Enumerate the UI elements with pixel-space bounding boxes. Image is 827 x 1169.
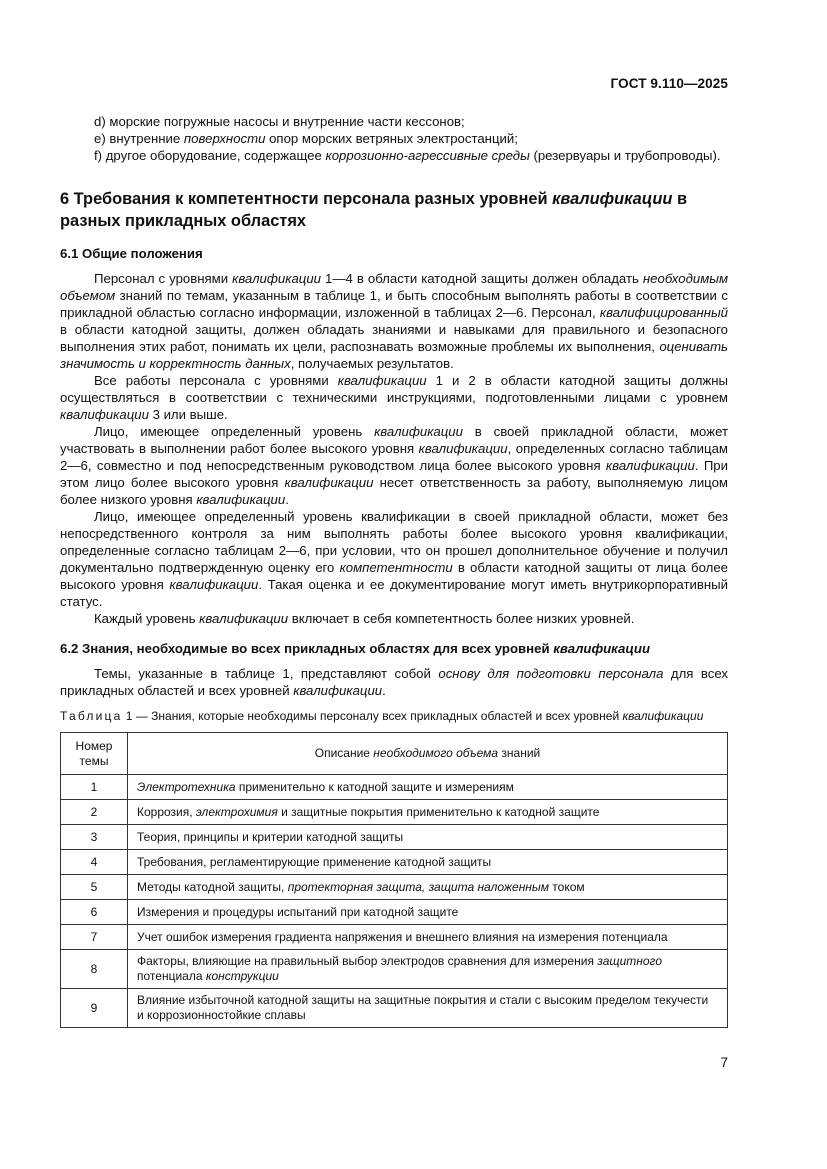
italic-run: электрохимия [195, 804, 278, 819]
topic-number: 9 [61, 989, 128, 1028]
topic-description: Требования, регламентирующие применение катодной защиты [128, 850, 728, 875]
topic-number: 3 [61, 825, 128, 850]
italic-run: оценивать значимость и корректность данных [60, 339, 728, 371]
topic-number: 7 [61, 925, 128, 950]
italic-run: необходимым объемом [60, 271, 728, 303]
italic-run: Электротехника [137, 779, 236, 794]
topic-description: Электротехника применительно к катодной защите и измерениям [128, 775, 728, 800]
table-1-caption [60, 708, 728, 724]
italic-run: основу для подготовки персонала [438, 666, 664, 681]
section-6-1-paragraph: Каждый уровень квалификации включает в себя компетентность более низких уровней. [94, 611, 635, 626]
table-row [61, 900, 728, 925]
table-row [61, 850, 728, 875]
topic-number: 8 [61, 950, 128, 989]
table-caption-text: — Знания, которые необходимы персоналу всех прикладных областей и всех уровней квалификации [132, 709, 704, 723]
italic-run: квалификации [284, 475, 374, 490]
topic-number: 2 [61, 800, 128, 825]
italic-run: квалификации [552, 190, 673, 208]
italic-run: конструкции [205, 969, 279, 983]
section-6-2-paragraph: Темы, указанные в таблице 1, представляют собой основу для подготовки персонала для всех прикладных областей и всех уровней квалификации. [60, 666, 729, 698]
topic-number: 5 [61, 875, 128, 900]
section-6-1-paragraph: Персонал с уровнями квалификации 1—4 в области катодной защиты должен обладать необходимым объемом знаний по темам, указанным в таблице 1, и быть способным выполнять работы в соответствии с прикладной областью согласно информации, изложенной в таблицах 2—6. Персонал, квалифицированный в области катодной защиты, должен обладать знаниями и навыками для правильного и безопасного выполнения этих работ, понимать их цели, распознавать возможные проблемы их выполнения, оценивать значимость и корректность данных, получаемых результатов. [60, 271, 728, 371]
table-header-row [61, 733, 728, 775]
italic-run: квалифицированный [599, 305, 728, 320]
table-caption-label: Таблица [60, 709, 123, 723]
italic-run: компетентности [339, 560, 453, 575]
italic-run: квалификации [199, 611, 289, 626]
table-body [61, 775, 728, 1028]
section-6-1-paragraph: Лицо, имеющее определенный уровень квалификации в своей прикладной области, может без непосредственного контроля за ним выполнять работы более высокого уровня квалификации, определенные согласно таблицам 2—6, при условии, что он прошел дополнительное обучение и получил документально подтвержденную оценку его компетентности в области катодной защиты от лица более высокого уровня квалификации. Такая оценка и ее документирование могут иметь внутрикорпоративный статус. [60, 509, 729, 609]
topic-description: Методы катодной защиты, протекторная защита, защита наложенным током [128, 875, 728, 900]
table-row [61, 875, 728, 900]
table-caption-number: 1 [125, 709, 133, 723]
italic-run: коррозионно-агрессивные среды [325, 148, 530, 163]
italic-run: квалификации [232, 271, 322, 286]
topic-description: Теория, принципы и критерии катодной защиты [128, 825, 728, 850]
topic-description: Влияние избыточной катодной защиты на защитные покрытия и стали с высоким пределом текучести и коррозионностойкие сплавы [128, 989, 728, 1028]
italic-run: квалификации [622, 709, 704, 723]
list-item-d: d) морские погружные насосы и внутренние части кессонов; [94, 114, 465, 129]
table-row [61, 950, 728, 989]
page-content [60, 113, 728, 1028]
italic-run: квалификации [169, 577, 259, 592]
italic-run: необходимого объема [373, 746, 499, 760]
italic-run: протекторная защита, защита наложенным [287, 879, 549, 894]
table-row [61, 775, 728, 800]
page-number: 7 [720, 1055, 728, 1070]
section-6-heading: 6 Требования к компетентности персонала разных уровней квалификации в разных прикладных областях [60, 190, 688, 230]
topic-description: Учет ошибок измерения градиента напряжения и внешнего влияния на измерения потенциала [128, 925, 728, 950]
section-6-1-paragraph: Лицо, имеющее определенный уровень квалификации в своей прикладной области, может участвовать в выполнении работ более высокого уровня квалификации, определенных согласно таблицам 2—6, совместно и под непосредственным руководством лица более высокого уровня квалификации. При этом лицо более высокого уровня квалификации несет ответственность за работу, выполняемую лицом более низкого уровня квалификации. [60, 424, 729, 507]
italic-run: защитного [597, 954, 663, 968]
section-6-1-paragraph: Все работы персонала с уровнями квалификации 1 и 2 в области катодной защиты должны осуществляться в соответствии с техническими инструкциями, подготовленными лицами с уровнем квалификации 3 или выше. [60, 373, 728, 422]
column-header-description: Описание необходимого объема знаний [128, 733, 728, 775]
topic-number: 1 [61, 775, 128, 800]
italic-run: квалификации [418, 441, 508, 456]
list-item-f: f) другое оборудование, содержащее коррозионно-агрессивные среды (резервуары и трубопроводы). [94, 148, 721, 163]
topic-description: Измерения и процедуры испытаний при катодной защите [128, 900, 728, 925]
table-row [61, 925, 728, 950]
topic-description: Коррозия, электрохимия и защитные покрытия применительно к катодной защите [128, 800, 728, 825]
italic-run: квалификации [293, 683, 383, 698]
table-row [61, 989, 728, 1028]
italic-run: квалификации [337, 373, 427, 388]
italic-run: квалификации [605, 458, 695, 473]
section-6-1-heading: 6.1 Общие положения [60, 246, 203, 261]
italic-run: квалификации [196, 492, 286, 507]
italic-run: квалификации [553, 641, 650, 656]
table-row [61, 800, 728, 825]
topic-description: Факторы, влияющие на правильный выбор электродов сравнения для измерения защитного потенциала конструкции [128, 950, 728, 989]
italic-run: поверхности [183, 131, 266, 146]
knowledge-table [60, 732, 728, 1028]
topic-number: 4 [61, 850, 128, 875]
document-id: ГОСТ 9.110—2025 [610, 76, 728, 91]
topic-number: 6 [61, 900, 128, 925]
list-item-e: e) внутренние поверхности опор морских ветряных электростанций; [94, 131, 518, 146]
italic-run: квалификации [374, 424, 463, 439]
section-6-2-heading: 6.2 Знания, необходимые во всех прикладных областях для всех уровней квалификации [60, 641, 650, 656]
table-row [61, 825, 728, 850]
column-header-number: Номер темы [61, 733, 128, 775]
italic-run: квалификации [60, 407, 149, 422]
